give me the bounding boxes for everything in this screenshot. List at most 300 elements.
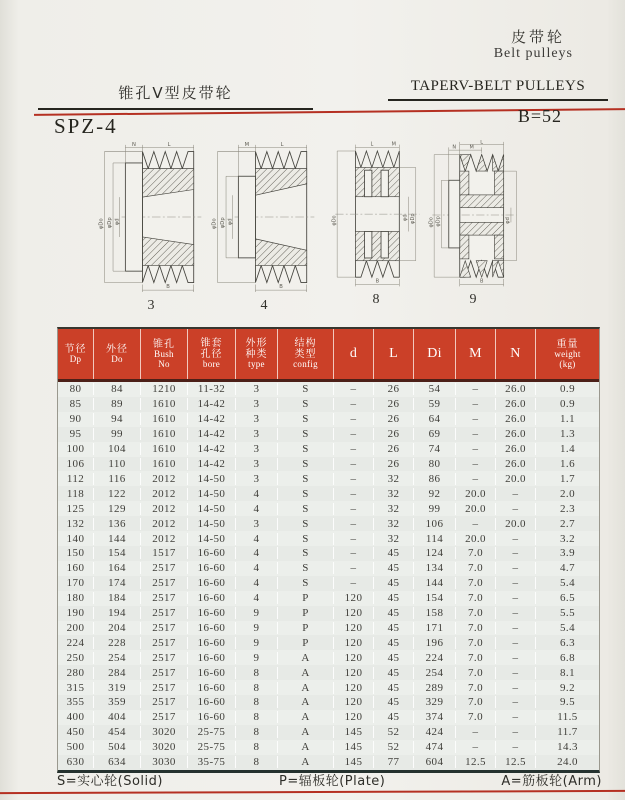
table-cell: 2012 [141, 473, 188, 485]
table-cell: 4 [236, 533, 278, 545]
table-cell: – [334, 577, 374, 589]
table-row [58, 486, 599, 501]
table-cell: 99 [94, 428, 141, 440]
table-cell: 164 [94, 562, 141, 574]
table-cell: 3.2 [560, 532, 575, 545]
table-header [58, 329, 599, 382]
table-cell: 634 [94, 756, 141, 768]
column-header-n: N [496, 329, 536, 379]
dim-label: L [167, 141, 171, 148]
table-cell: 16-60 [188, 682, 236, 694]
pulley-drawing-type-8 [328, 140, 424, 308]
table-cell: A [278, 756, 334, 768]
table-cell: P [278, 607, 334, 619]
dim-label: M [244, 141, 250, 148]
table-cell: 125 [58, 503, 94, 515]
legend-solid: S=实心轮(Solid) [57, 774, 163, 789]
table-cell: A [278, 741, 334, 753]
table-cell: 7.0 [456, 637, 496, 649]
table-cell: 450 [58, 726, 94, 738]
table-cell: 12.5 [456, 756, 496, 768]
table-cell: 170 [58, 577, 94, 589]
table-cell: S [278, 518, 334, 530]
table-cell: 355 [58, 696, 94, 708]
table-cell: 7.0 [456, 652, 496, 664]
table-cell: 9.2 [560, 681, 575, 694]
table-cell: 26.0 [496, 383, 536, 395]
dim-label: φDp [107, 217, 114, 229]
table-cell: – [334, 473, 374, 485]
table-cell: 1610 [141, 428, 188, 440]
table-cell: – [496, 682, 536, 694]
dim-label: φd [114, 218, 121, 226]
table-cell: – [496, 547, 536, 559]
table-row [58, 457, 599, 472]
table-cell: 32 [374, 488, 414, 500]
table-cell: 2.0 [560, 487, 575, 500]
table-cell: 1610 [141, 443, 188, 455]
table-cell: 8 [236, 696, 278, 708]
column-header-m: M [456, 329, 496, 379]
table-cell: 7.0 [456, 696, 496, 708]
table-cell: 5.5 [560, 607, 575, 620]
table-row [58, 650, 599, 665]
table-cell: 3 [236, 383, 278, 395]
table-cell: P [278, 637, 334, 649]
table-cell: 120 [334, 711, 374, 723]
table-cell: 132 [58, 518, 94, 530]
table-cell: 2517 [141, 667, 188, 679]
table-cell: 136 [94, 518, 141, 530]
table-cell: 77 [374, 756, 414, 768]
table-cell: 2517 [141, 592, 188, 604]
table-cell: 80 [414, 458, 456, 470]
pulley-section-9-image [425, 140, 521, 290]
table-cell: A [278, 652, 334, 664]
table-cell: – [496, 637, 536, 649]
table-cell: – [456, 741, 496, 753]
table-cell: 45 [374, 711, 414, 723]
table-cell: 315 [58, 682, 94, 694]
table-cell: S [278, 473, 334, 485]
table-cell: – [334, 398, 374, 410]
column-header-bore: 锥套 孔径 bore [188, 329, 236, 379]
table-cell: 3030 [141, 756, 188, 768]
table-cell: A [278, 726, 334, 738]
table-cell: 45 [374, 577, 414, 589]
table-row [58, 591, 599, 606]
table-cell: 4 [236, 592, 278, 604]
table-row [58, 412, 599, 427]
table-cell: 120 [334, 637, 374, 649]
table-cell: 196 [414, 637, 456, 649]
table-cell: 7.0 [456, 577, 496, 589]
table-cell: A [278, 696, 334, 708]
table-cell: 158 [414, 607, 456, 619]
table-cell: 45 [374, 607, 414, 619]
table-cell: 4 [236, 488, 278, 500]
table-cell: 12.5 [496, 756, 536, 768]
table-cell: 26.0 [496, 413, 536, 425]
table-cell: 2517 [141, 637, 188, 649]
table-cell: 59 [414, 398, 456, 410]
table-cell: 14-50 [188, 533, 236, 545]
table-cell: 26 [374, 383, 414, 395]
table-cell: 74 [414, 443, 456, 455]
dim-label: φDo [211, 218, 218, 230]
table-cell: 45 [374, 622, 414, 634]
section-title-en: TAPERV-BELT PULLEYS [388, 78, 608, 101]
table-cell: 1517 [141, 547, 188, 559]
table-cell: 204 [94, 622, 141, 634]
table-cell: 120 [334, 667, 374, 679]
table-row [58, 546, 599, 561]
table-cell: 84 [94, 383, 141, 395]
table-cell: 374 [414, 711, 456, 723]
table-cell: 14-50 [188, 473, 236, 485]
table-cell: – [456, 458, 496, 470]
table-cell: – [496, 726, 536, 738]
table-cell: 154 [414, 592, 456, 604]
column-header-config: 结构 类型 config [278, 329, 334, 379]
legend [57, 770, 602, 789]
table-cell: 16-60 [188, 667, 236, 679]
table-cell: 2517 [141, 652, 188, 664]
table-cell: 52 [374, 726, 414, 738]
table-cell: 224 [58, 637, 94, 649]
table-cell: 224 [414, 652, 456, 664]
table-cell: 5.4 [560, 621, 575, 634]
pulley-section-3-image [95, 140, 207, 296]
table-cell: 9 [236, 637, 278, 649]
column-header-d: d [334, 329, 374, 379]
table-cell: 20.0 [456, 488, 496, 500]
table-row [58, 635, 599, 650]
table-cell: 106 [58, 458, 94, 470]
table-cell: 26 [374, 398, 414, 410]
dim-label: M [391, 141, 396, 148]
table-cell: 106 [414, 518, 456, 530]
table-cell: 26 [374, 443, 414, 455]
table-cell: 64 [414, 413, 456, 425]
table-cell: 0.9 [560, 383, 575, 396]
table-cell: – [334, 383, 374, 395]
dim-label: M [469, 144, 474, 151]
table-cell: – [334, 533, 374, 545]
dim-label: φd [505, 217, 512, 224]
table-cell: 86 [414, 473, 456, 485]
legend-plate: P=辐板轮(Plate) [278, 774, 386, 789]
table-cell: 2517 [141, 682, 188, 694]
table-cell: 250 [58, 652, 94, 664]
table-cell: – [456, 383, 496, 395]
table-cell: 16-60 [188, 652, 236, 664]
table-cell: – [456, 473, 496, 485]
page-title-en: Belt pulleys [493, 46, 573, 61]
page-title-cn: 皮带轮 [510, 28, 565, 46]
dim-label: φDp [220, 217, 227, 229]
table-cell: 504 [94, 741, 141, 753]
column-header-type: 外形 种类 type [236, 329, 278, 379]
table-cell: 14-50 [188, 488, 236, 500]
table-cell: – [334, 547, 374, 559]
table-cell: 6.8 [560, 651, 575, 664]
table-cell: 85 [58, 398, 94, 410]
table-cell: 11.7 [557, 726, 578, 739]
table-cell: 112 [58, 473, 94, 485]
table-cell: 9.5 [560, 696, 575, 709]
table-cell: 32 [374, 533, 414, 545]
table-cell: 45 [374, 562, 414, 574]
table-cell: 54 [414, 383, 456, 395]
table-cell: 454 [94, 726, 141, 738]
table-cell: 20.0 [496, 473, 536, 485]
dim-label: φDo [98, 218, 105, 230]
table-cell: 1610 [141, 458, 188, 470]
table-cell: 114 [414, 533, 456, 545]
dim-label: φDp [435, 216, 442, 227]
table-cell: – [334, 413, 374, 425]
table-cell: 228 [94, 637, 141, 649]
table-cell: 26 [374, 413, 414, 425]
table-cell: 2517 [141, 607, 188, 619]
table-cell: 8 [236, 682, 278, 694]
table-cell: – [496, 622, 536, 634]
table-cell: 32 [374, 518, 414, 530]
table-cell: P [278, 592, 334, 604]
table-cell: 16-60 [188, 547, 236, 559]
table-cell: 1.4 [560, 443, 575, 456]
table-cell: 200 [58, 622, 94, 634]
table-cell: 2012 [141, 533, 188, 545]
table-cell: 284 [94, 667, 141, 679]
table-cell: S [278, 533, 334, 545]
dim-label: φDo [331, 215, 338, 226]
table-cell: 14-42 [188, 413, 236, 425]
table-row [58, 561, 599, 576]
table-cell: 9 [236, 652, 278, 664]
table-cell: 24.0 [557, 756, 578, 769]
table-cell: S [278, 562, 334, 574]
table-cell: 80 [58, 383, 94, 395]
table-cell: S [278, 428, 334, 440]
table-cell: – [334, 428, 374, 440]
table-cell: 16-60 [188, 696, 236, 708]
table-cell: 89 [94, 398, 141, 410]
table-cell: 120 [334, 622, 374, 634]
table-cell: 254 [414, 667, 456, 679]
dim-label: N [452, 144, 457, 151]
table-cell: – [334, 458, 374, 470]
table-cell: 8 [236, 726, 278, 738]
table-cell: 2517 [141, 622, 188, 634]
table-cell: 16-60 [188, 592, 236, 604]
table-cell: 144 [414, 577, 456, 589]
table-cell: 3020 [141, 726, 188, 738]
table-cell: S [278, 503, 334, 515]
table-cell: 14-42 [188, 428, 236, 440]
table-cell: 32 [374, 473, 414, 485]
table-cell: – [334, 562, 374, 574]
table-cell: 404 [94, 711, 141, 723]
table-cell: 1210 [141, 383, 188, 395]
table-cell: 90 [58, 413, 94, 425]
table-cell: 3020 [141, 741, 188, 753]
table-cell: – [496, 711, 536, 723]
table-cell: S [278, 413, 334, 425]
table-cell: S [278, 398, 334, 410]
table-cell: 6.5 [560, 592, 575, 605]
belt-width-label: B=52 [517, 106, 562, 126]
table-cell: 7.0 [456, 622, 496, 634]
column-header-bush-no: 锥孔 Bush No [141, 329, 188, 379]
table-cell: 0.9 [560, 398, 575, 411]
table-cell: 4 [236, 562, 278, 574]
figure-number: 9 [469, 292, 477, 307]
table-cell: 129 [94, 503, 141, 515]
table-cell: – [496, 533, 536, 545]
table-cell: 95 [58, 428, 94, 440]
pulley-drawing-type-9 [425, 140, 521, 308]
table-cell: 171 [414, 622, 456, 634]
table-cell: 2012 [141, 488, 188, 500]
table-cell: 7.0 [456, 711, 496, 723]
table-cell: 92 [414, 488, 456, 500]
table-row [58, 501, 599, 516]
table-cell: 124 [414, 547, 456, 559]
table-cell: 145 [334, 726, 374, 738]
table-cell: 8 [236, 667, 278, 679]
table-cell: 120 [334, 696, 374, 708]
table-cell: S [278, 458, 334, 470]
table-cell: 16-60 [188, 562, 236, 574]
table-cell: 7.0 [456, 682, 496, 694]
table-cell: S [278, 577, 334, 589]
table-cell: 1.3 [560, 428, 575, 441]
dim-label: B [375, 278, 380, 285]
table-cell: 116 [94, 473, 141, 485]
table-cell: 11-32 [188, 383, 236, 395]
model-designation: SPZ-4 [54, 114, 118, 138]
table-cell: 1.6 [560, 457, 575, 470]
table-cell: 26.0 [496, 443, 536, 455]
table-cell: 3 [236, 398, 278, 410]
table-cell: 120 [334, 607, 374, 619]
table-cell: 26 [374, 458, 414, 470]
table-cell: 69 [414, 428, 456, 440]
table-cell: 2.3 [560, 502, 575, 515]
table-cell: 20.0 [456, 503, 496, 515]
dim-label: N [131, 141, 136, 148]
table-row [58, 710, 599, 725]
table-cell: 289 [414, 682, 456, 694]
table-row [58, 442, 599, 457]
table-cell: 110 [94, 458, 141, 470]
table-cell: 26 [374, 428, 414, 440]
pulley-drawing-type-4 [208, 140, 320, 314]
table-cell: 6.3 [560, 636, 575, 649]
dim-label: φd [227, 218, 234, 226]
table-cell: 8 [236, 711, 278, 723]
table-cell: – [496, 741, 536, 753]
table-cell: 150 [58, 547, 94, 559]
pulley-drawing-type-3 [95, 140, 207, 314]
table-cell: – [496, 652, 536, 664]
column-header-l: L [374, 329, 414, 379]
table-cell: 145 [334, 756, 374, 768]
table-cell: – [334, 503, 374, 515]
table-cell: 14-50 [188, 503, 236, 515]
dim-label: B [279, 284, 283, 291]
table-row [58, 382, 599, 397]
table-row [58, 755, 599, 770]
table-cell: – [496, 592, 536, 604]
dim-label: B [479, 278, 484, 285]
table-cell: 280 [58, 667, 94, 679]
table-cell: 180 [58, 592, 94, 604]
table-cell: 104 [94, 443, 141, 455]
table-cell: – [334, 518, 374, 530]
table-cell: 2012 [141, 518, 188, 530]
table-cell: – [496, 503, 536, 515]
table-cell: A [278, 682, 334, 694]
table-cell: 3 [236, 458, 278, 470]
table-cell: 474 [414, 741, 456, 753]
table-cell: 1610 [141, 413, 188, 425]
table-cell: 16-60 [188, 607, 236, 619]
table-cell: 154 [94, 547, 141, 559]
table-cell: S [278, 443, 334, 455]
table-cell: S [278, 383, 334, 395]
dim-label: φDp [409, 213, 416, 224]
dim-label: L [280, 141, 284, 148]
table-cell: 118 [58, 488, 94, 500]
table-cell: – [456, 443, 496, 455]
table-cell: 3.9 [560, 547, 575, 560]
table-cell: 4 [236, 503, 278, 515]
pulley-section-8-image [328, 140, 424, 290]
table-cell: 9 [236, 607, 278, 619]
table-cell: 194 [94, 607, 141, 619]
table-cell: 9 [236, 622, 278, 634]
table-cell: – [496, 562, 536, 574]
table-cell: 25-75 [188, 726, 236, 738]
dim-label: L [480, 140, 484, 146]
table-cell: 190 [58, 607, 94, 619]
table-cell: P [278, 622, 334, 634]
table-cell: 120 [334, 652, 374, 664]
table-row [58, 725, 599, 740]
table-row [58, 397, 599, 412]
table-cell: 145 [334, 741, 374, 753]
table-cell: 16-60 [188, 711, 236, 723]
table-cell: 99 [414, 503, 456, 515]
column-header-dp: 节径 Dp [58, 329, 94, 379]
table-cell: 16-60 [188, 577, 236, 589]
table-row [58, 695, 599, 710]
table-cell: 45 [374, 682, 414, 694]
table-cell: 26.0 [496, 428, 536, 440]
table-cell: 8 [236, 741, 278, 753]
table-cell: 3 [236, 518, 278, 530]
spec-table [57, 327, 600, 773]
table-cell: 45 [374, 547, 414, 559]
column-header-do: 外径 Do [94, 329, 141, 379]
table-cell: 20.0 [456, 533, 496, 545]
table-cell: 16-60 [188, 637, 236, 649]
table-cell: 400 [58, 711, 94, 723]
table-cell: 26.0 [496, 458, 536, 470]
